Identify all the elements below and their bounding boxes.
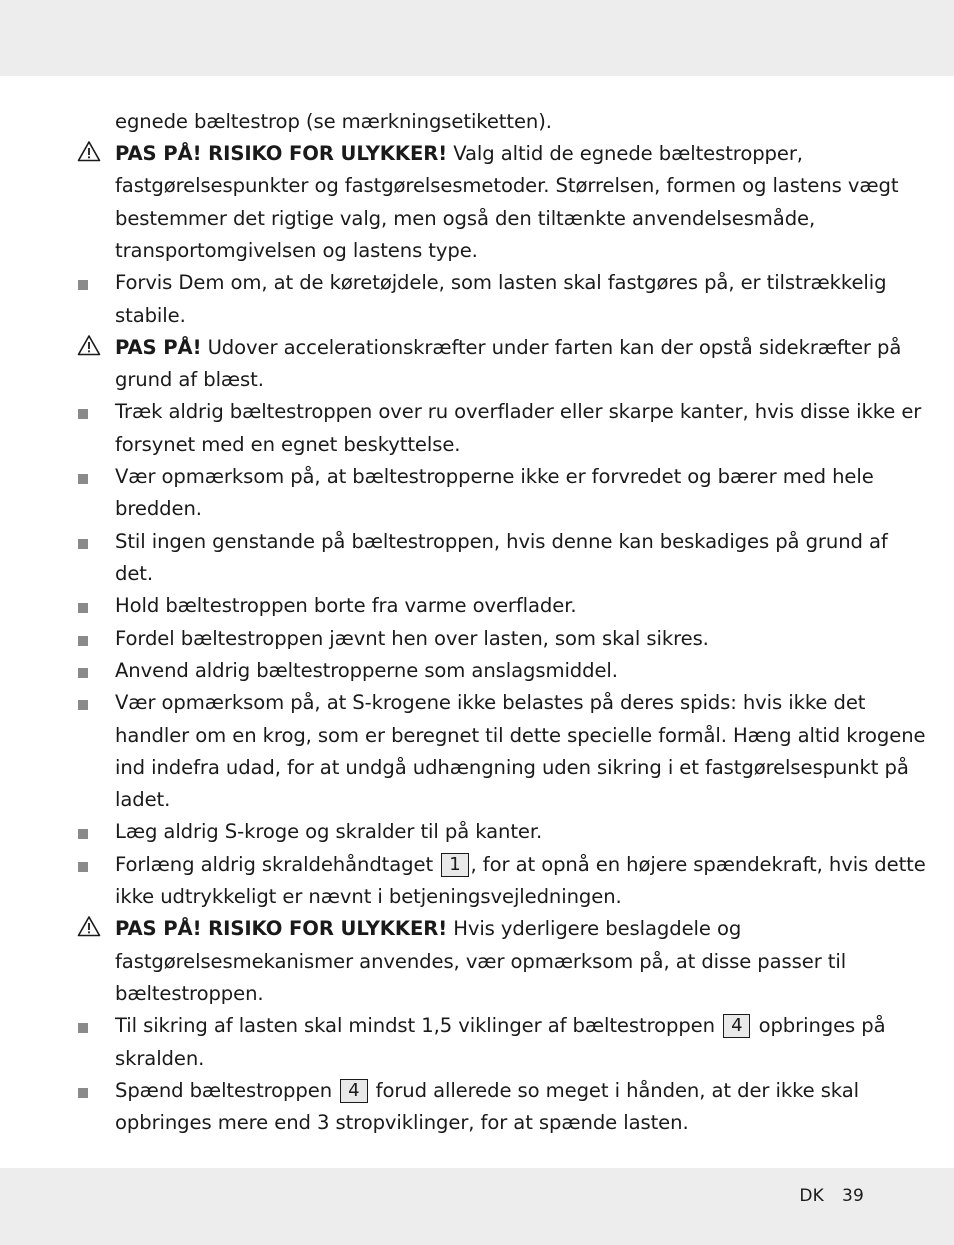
list-item: Vær opmærksom på, at S-krogene ikke belastes på deres spids: hvis ikke det — [115, 691, 866, 714]
text-line: det. — [115, 562, 154, 585]
text-fragment: Forlæng aldrig skraldehåndtaget — [115, 853, 434, 876]
text-line: egnede bæltestrop (se mærkningsetiketten). — [115, 110, 552, 133]
list-item — [115, 1075, 859, 1107]
text-line: skralden. — [115, 1047, 205, 1070]
list-item: Forvis Dem om, at de køretøjdele, som lasten skal fastgøres på, er tilstrækkelig — [115, 271, 887, 294]
list-item: Stil ingen genstande på bæltestroppen, hvis denne kan beskadiges på grund af — [115, 530, 888, 553]
square-bullet-icon — [78, 829, 88, 839]
list-item — [115, 1010, 886, 1042]
text-line: transportomgivelsen og lastens type. — [115, 239, 478, 262]
square-bullet-icon — [78, 1023, 88, 1033]
list-item: Fordel bæltestroppen jævnt hen over lasten, som skal sikres. — [115, 627, 709, 650]
warning-label: PAS PÅ! RISIKO FOR ULYKKER! — [115, 917, 448, 940]
square-bullet-icon — [78, 700, 88, 710]
text-line: fastgørelsesmekanismer anvendes, vær opmærksom på, at disse passer til — [115, 950, 847, 973]
square-bullet-icon — [78, 474, 88, 484]
warning-item-1 — [115, 138, 803, 170]
square-bullet-icon — [78, 862, 88, 872]
list-item: Læg aldrig S-kroge og skralder til på kanter. — [115, 820, 543, 843]
warning-label: PAS PÅ! RISIKO FOR ULYKKER! — [115, 142, 448, 165]
text-line: opbringes mere end 3 stropviklinger, for at spænde lasten. — [115, 1111, 689, 1134]
text-line: handler om en krog, som er beregnet til dette specielle formål. Hæng altid krogene — [115, 724, 926, 747]
list-item: Træk aldrig bæltestroppen over ru overflader eller skarpe kanter, hvis disse ikke er — [115, 400, 922, 423]
text-line: stabile. — [115, 304, 186, 327]
list-item: Vær opmærksom på, at bæltestropperne ikke er forvredet og bærer med hele — [115, 465, 874, 488]
text-fragment: Valg altid de egnede bæltestropper, — [453, 142, 803, 165]
text-line: bredden. — [115, 497, 202, 520]
text-line: bæltestroppen. — [115, 982, 264, 1005]
list-item — [115, 849, 926, 881]
text-line: bestemmer det rigtige valg, men også den tiltænkte anvendelsesmåde, — [115, 207, 816, 230]
text-fragment: Udover accelerationskræfter under farten kan der opstå sidekræfter på — [207, 336, 902, 359]
warning-triangle-icon — [77, 140, 101, 162]
warning-item-3 — [115, 913, 741, 945]
text-fragment: , for at opnå en højere spændekraft, hvis dette — [470, 853, 926, 876]
part-number-ref: 1 — [441, 853, 468, 877]
warning-triangle-icon — [77, 915, 101, 937]
header-band — [0, 0, 954, 76]
square-bullet-icon — [78, 280, 88, 290]
square-bullet-icon — [78, 636, 88, 646]
text-line: ikke udtrykkeligt er nævnt i betjeningsvejledningen. — [115, 885, 622, 908]
square-bullet-icon — [78, 539, 88, 549]
warning-item-2 — [115, 332, 901, 364]
square-bullet-icon — [78, 409, 88, 419]
page-footer — [799, 1186, 864, 1206]
text-line: ind indefra udad, for at undgå udhængning uden sikring i et fastgørelsespunkt på — [115, 756, 909, 779]
text-fragment: Spænd bæltestroppen — [115, 1079, 333, 1102]
text-line: ladet. — [115, 788, 171, 811]
text-fragment: Hvis yderligere beslagdele og — [453, 917, 742, 940]
text-line: grund af blæst. — [115, 368, 264, 391]
part-number-ref: 4 — [340, 1079, 367, 1103]
text-fragment: opbringes på — [758, 1014, 886, 1037]
list-item: Anvend aldrig bæltestropperne som anslagsmiddel. — [115, 659, 618, 682]
footer-band — [0, 1168, 954, 1245]
page-number: 39 — [841, 1186, 864, 1206]
warning-triangle-icon — [77, 334, 101, 356]
warning-label: PAS PÅ! — [115, 336, 202, 359]
text-fragment: forud allerede so meget i hånden, at der ikke skal — [375, 1079, 859, 1102]
square-bullet-icon — [78, 668, 88, 678]
text-fragment: Til sikring af lasten skal mindst 1,5 viklinger af bæltestroppen — [115, 1014, 715, 1037]
square-bullet-icon — [78, 1088, 88, 1098]
text-line: forsynet med en egnet beskyttelse. — [115, 433, 461, 456]
language-code: DK — [799, 1186, 824, 1206]
list-item: Hold bæltestroppen borte fra varme overflader. — [115, 594, 577, 617]
text-line: fastgørelsespunkter og fastgørelsesmetoder. Størrelsen, formen og lastens vægt — [115, 174, 899, 197]
part-number-ref: 4 — [723, 1014, 750, 1038]
square-bullet-icon — [78, 603, 88, 613]
